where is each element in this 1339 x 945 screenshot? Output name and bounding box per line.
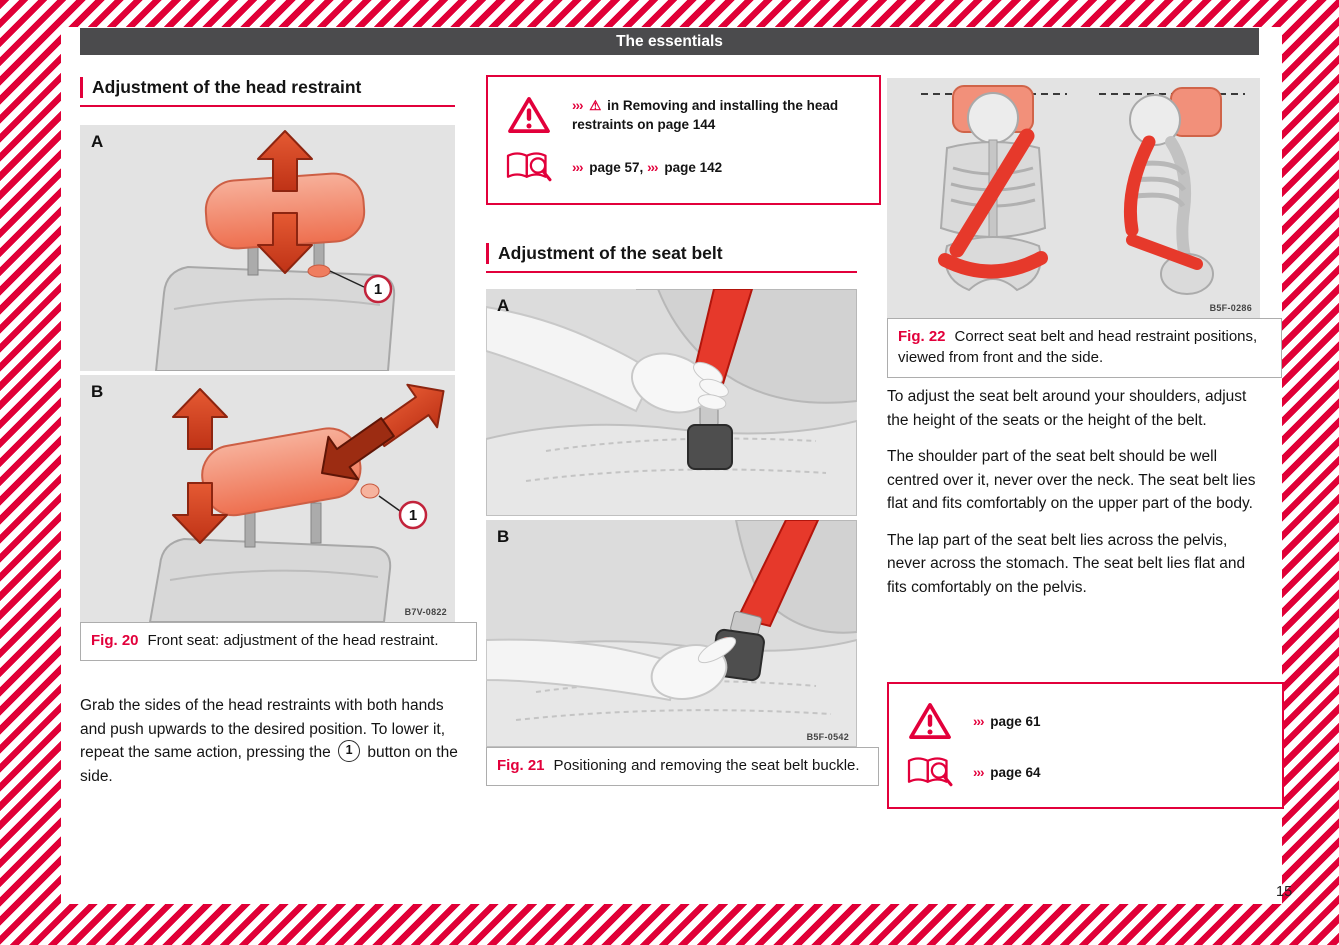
figure-22-caption bbox=[887, 318, 1282, 378]
booklet-search-icon-graphic bbox=[505, 149, 553, 185]
warning-triangle-icon-graphic bbox=[908, 701, 952, 741]
figure-21-panel-a bbox=[486, 289, 857, 516]
figure-22 bbox=[887, 78, 1260, 318]
panel-b-label: B bbox=[91, 382, 104, 401]
cross-reference-text bbox=[961, 763, 1047, 782]
cross-reference-text bbox=[560, 96, 869, 134]
panel-b-label: B bbox=[497, 527, 510, 546]
section-heading-seat-belt bbox=[486, 243, 857, 273]
head-restraint-vertical-adjust-illustration bbox=[80, 125, 455, 371]
figure-21-caption bbox=[486, 747, 879, 786]
paragraph-text: Grab the sides of the head restraints with both hands and push upwards to the desired position. To lower it, repeat the same action, pressing the bbox=[80, 697, 446, 761]
correct-belt-position-illustration bbox=[887, 78, 1260, 318]
seat-belt-buckle-release-illustration bbox=[486, 520, 857, 747]
figure-22-caption-text: Correct seat belt and head restraint positions, viewed from front and the side. bbox=[898, 328, 1258, 366]
booklet-search-icon bbox=[498, 149, 560, 185]
head bbox=[968, 93, 1018, 143]
panel-a-label: A bbox=[91, 132, 104, 151]
section-heading-text: Adjustment of the seat belt bbox=[486, 243, 857, 264]
lookup-reference-row bbox=[899, 754, 1272, 790]
paragraph-text: To adjust the seat belt around your shoulders, adjust the height of the seats or the height of the belt. bbox=[887, 388, 1247, 429]
chevrons-glyph: ››› bbox=[973, 713, 984, 729]
booklet-search-icon bbox=[899, 754, 961, 790]
figure-20-label: Fig. 20 bbox=[91, 632, 139, 649]
cross-reference-box-top bbox=[486, 75, 881, 205]
seat-back bbox=[156, 267, 394, 371]
paragraph-text: button on the side. bbox=[80, 744, 458, 785]
chevrons-glyph: ››› bbox=[572, 98, 583, 113]
figure-20-panel-b bbox=[80, 375, 455, 622]
cross-reference-text bbox=[961, 712, 1047, 731]
head-restraint-tilt-adjust-illustration bbox=[80, 375, 455, 622]
figure-20 bbox=[80, 125, 455, 622]
chevrons-glyph: ››› bbox=[973, 764, 984, 780]
warning-reference-label: in Removing and installing the head restraints on page 144 bbox=[572, 98, 839, 132]
figure-20-caption-text: Front seat: adjustment of the head restraint. bbox=[147, 632, 439, 649]
seat-belt-instructions bbox=[887, 385, 1263, 612]
booklet-search-icon-graphic bbox=[906, 754, 954, 790]
warning-triangle-icon bbox=[899, 701, 961, 741]
callout-1-number: 1 bbox=[373, 281, 383, 298]
paragraph-text: The shoulder part of the seat belt should be well centred over it, never over the neck. The seat belt lies flat and fits comfortably on the upper part of the body. bbox=[887, 448, 1256, 512]
figure-21-caption-text: Positioning and removing the seat belt buckle. bbox=[553, 757, 860, 774]
page-reference: page 61 bbox=[990, 713, 1041, 729]
figure-22-code: B5F-0286 bbox=[1209, 303, 1252, 313]
figure-22-label: Fig. 22 bbox=[898, 328, 946, 345]
release-button bbox=[308, 265, 330, 277]
figure-20-caption bbox=[80, 622, 477, 661]
figure-20-panel-a bbox=[80, 125, 455, 371]
page-header bbox=[80, 28, 1259, 55]
warning-reference-row bbox=[498, 95, 869, 135]
up-arrow bbox=[173, 389, 227, 449]
belt-buckle bbox=[688, 425, 732, 469]
cross-reference-text bbox=[560, 158, 728, 177]
page-number: 15 bbox=[1276, 884, 1293, 900]
page-header-title: The essentials bbox=[616, 32, 723, 50]
chevrons-glyph: ››› bbox=[572, 159, 583, 175]
figure-21-panel-b bbox=[486, 520, 857, 747]
figure-21 bbox=[486, 289, 857, 747]
cross-reference-box-bottom bbox=[887, 682, 1284, 809]
warning-triangle-icon bbox=[498, 95, 560, 135]
figure-21-label: Fig. 21 bbox=[497, 757, 545, 774]
inline-warning-glyph: ⚠ bbox=[589, 98, 602, 113]
page-reference: page 57, bbox=[589, 159, 644, 175]
seat-belt-buckle-insert-illustration bbox=[486, 289, 857, 516]
head-restraint-instructions bbox=[80, 694, 459, 788]
page-reference: page 64 bbox=[990, 764, 1041, 780]
figure-20-code: B7V-0822 bbox=[404, 607, 447, 617]
warning-reference-row bbox=[899, 701, 1272, 741]
circled-1-button-glyph: 1 bbox=[338, 740, 360, 762]
figure-21-code: B5F-0542 bbox=[806, 732, 849, 742]
seat-cushion bbox=[486, 421, 857, 516]
warning-triangle-icon-graphic bbox=[507, 95, 551, 135]
seat-back bbox=[150, 539, 390, 622]
page-reference: page 142 bbox=[664, 159, 723, 175]
section-heading-head-restraint bbox=[80, 77, 455, 107]
side-button bbox=[361, 484, 379, 498]
headrest-post bbox=[311, 503, 321, 543]
callout-1-number: 1 bbox=[408, 507, 418, 524]
lookup-reference-row bbox=[498, 149, 869, 185]
paragraph-text: The lap part of the seat belt lies across the pelvis, never across the stomach. The seat belt lies flat and fits comfortably on the pelvis. bbox=[887, 531, 1246, 596]
chevrons-glyph: ››› bbox=[647, 159, 658, 175]
panel-a-label: A bbox=[497, 296, 510, 315]
section-heading-text: Adjustment of the head restraint bbox=[80, 77, 455, 98]
